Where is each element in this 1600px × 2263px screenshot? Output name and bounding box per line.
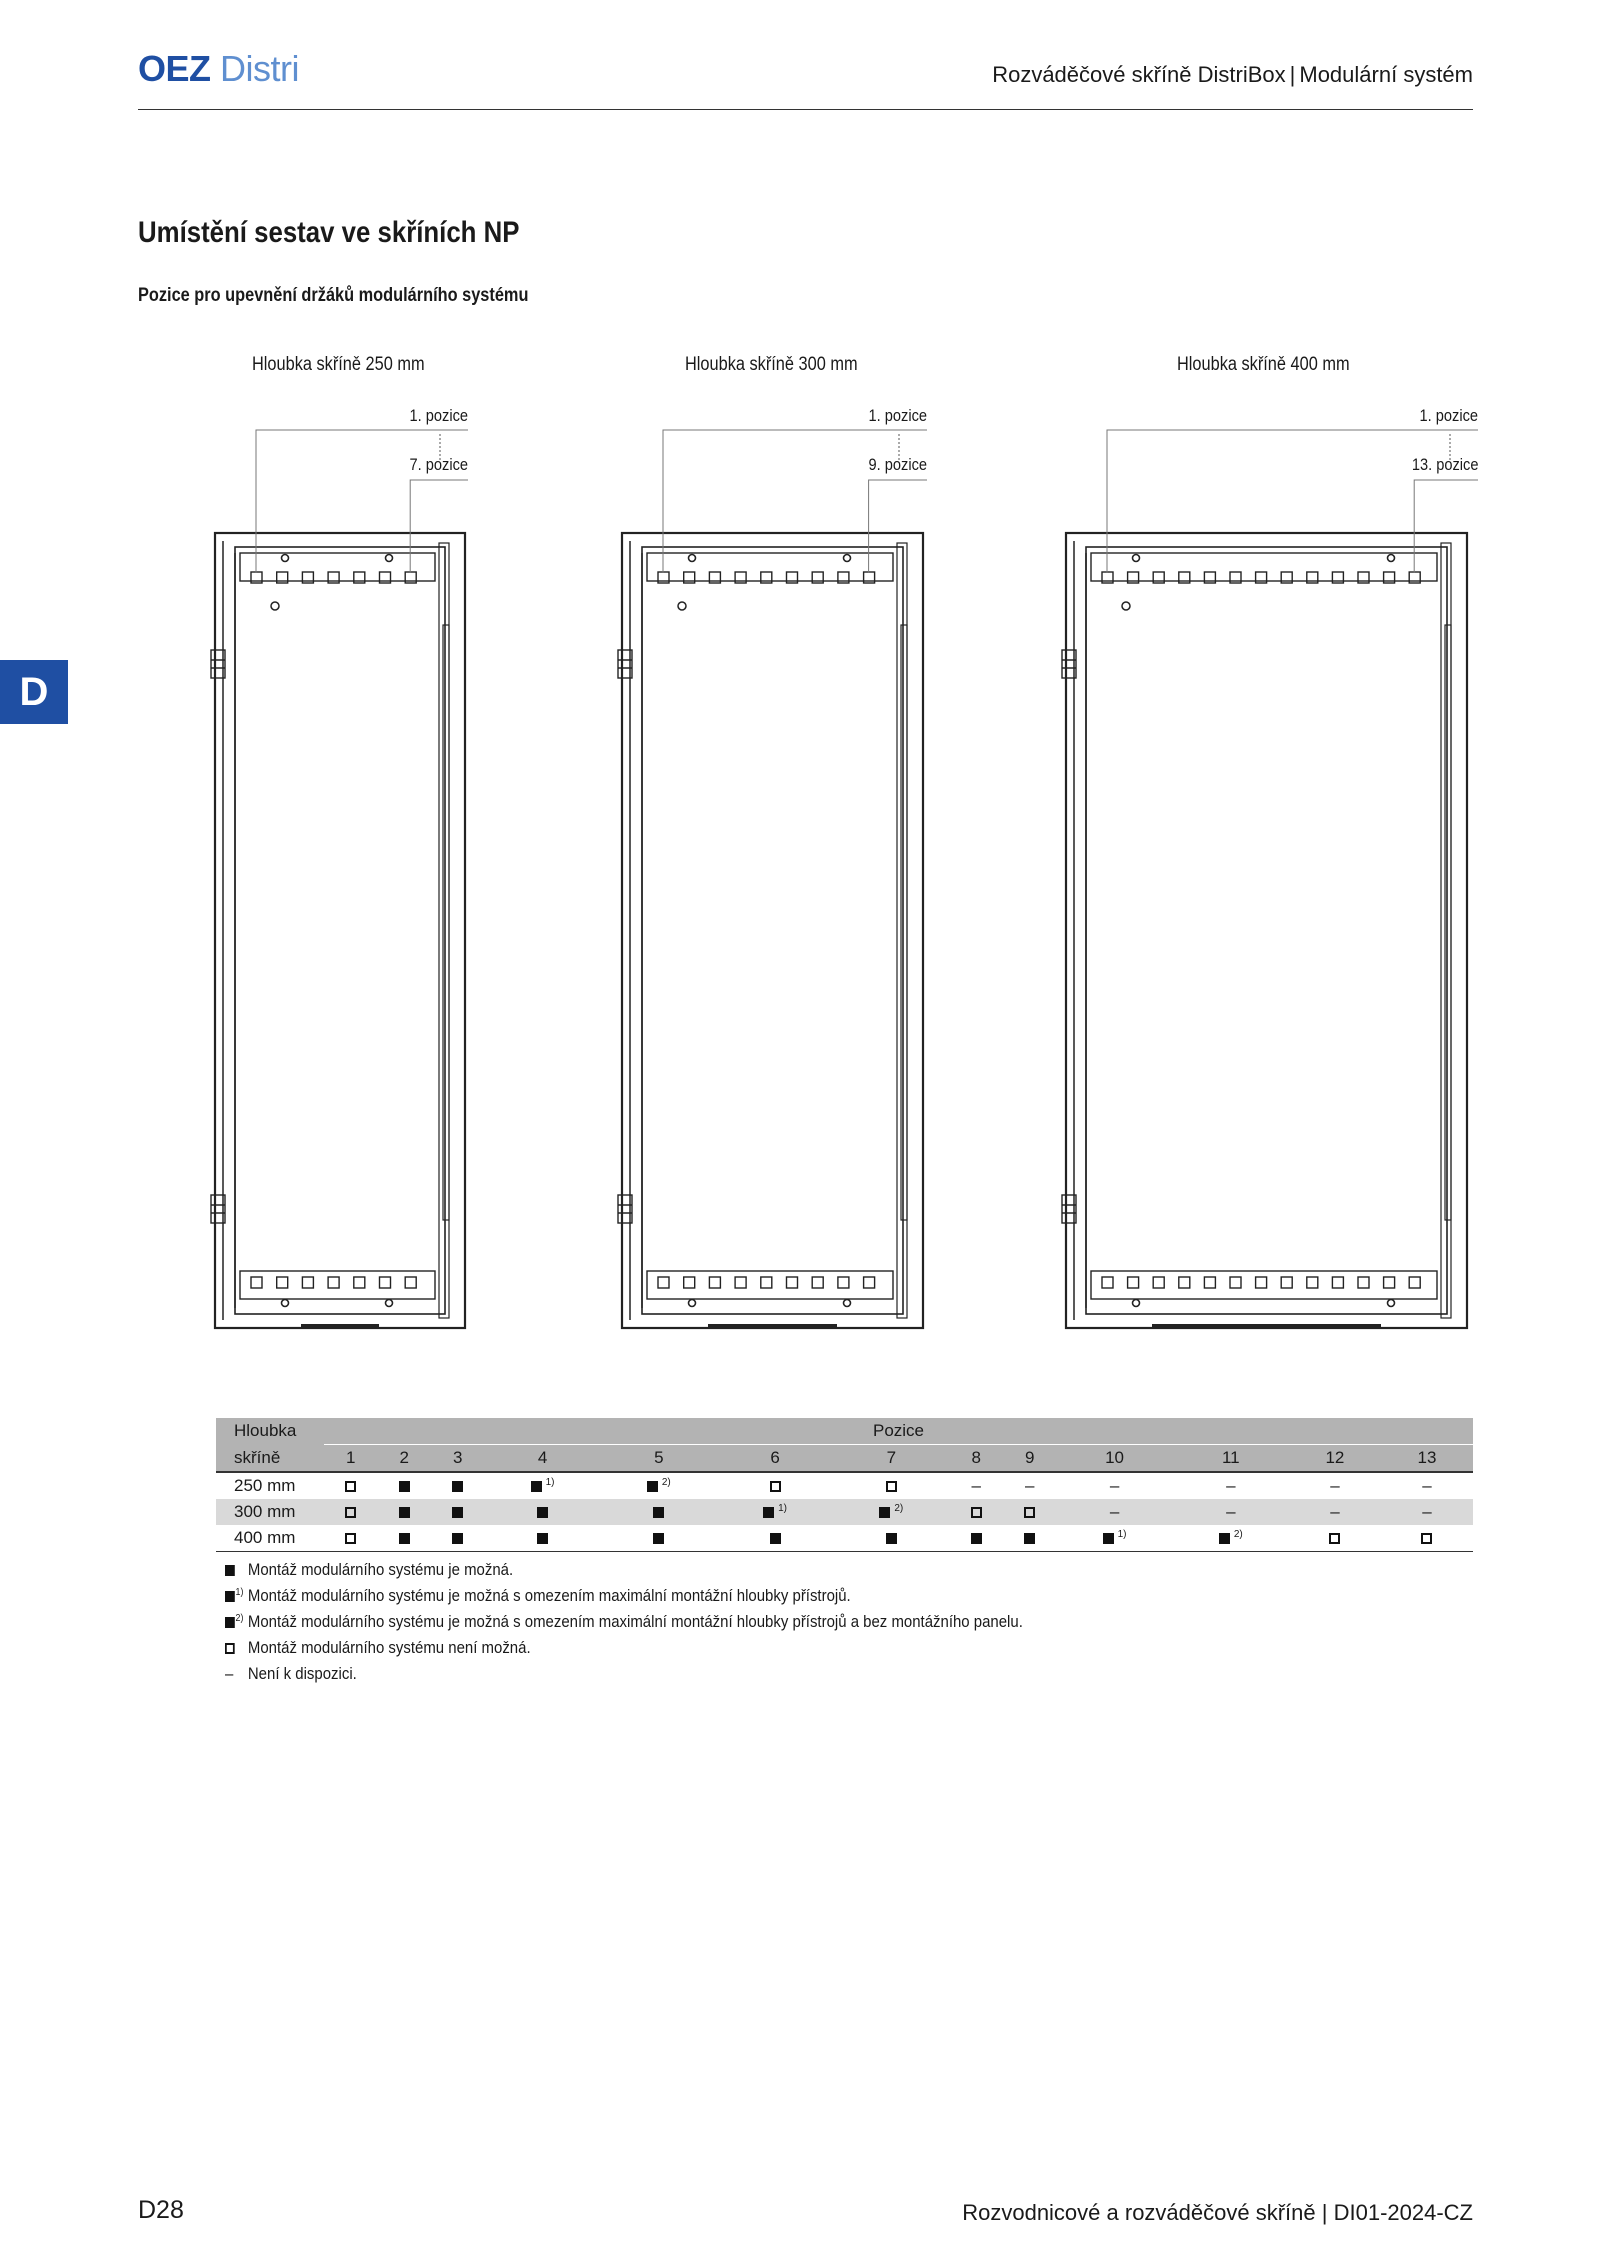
position-slot: [812, 1277, 823, 1288]
table-head-depth-2: skříně: [216, 1445, 324, 1473]
table-header-row-2: [216, 1445, 1473, 1473]
leader-line-first: [256, 430, 468, 573]
table-col-head: 4: [484, 1445, 600, 1473]
empty-square-icon: [1421, 1533, 1432, 1544]
diagram-title-400: Hloubka skříně 400 mm: [1177, 354, 1350, 375]
table-row: [216, 1525, 1473, 1552]
position-slot: [354, 1277, 365, 1288]
position-slot: [735, 1277, 746, 1288]
screw-icon: [271, 602, 279, 610]
empty-square-icon: [345, 1533, 356, 1544]
diagram-250-first-label: 1. pozice: [409, 406, 468, 425]
not-available-dash: –: [1422, 1476, 1432, 1495]
footnote-2: 2): [661, 1477, 671, 1488]
position-slot: [251, 1277, 262, 1288]
not-available-dash: –: [971, 1476, 981, 1495]
screw-icon: [386, 555, 393, 562]
table-cell: [1381, 1499, 1473, 1525]
filled-square-icon: [452, 1507, 463, 1518]
position-slot: [1153, 1277, 1164, 1288]
filled-square-icon: [763, 1507, 774, 1518]
legend-text: Montáž modulárního systému je možná s omezením maximální montážní hloubky přístrojů a bez montážního panelu.: [247, 1612, 1023, 1631]
table-cell: [324, 1499, 377, 1525]
empty-square-icon: [345, 1481, 356, 1492]
cabinet-body: [1066, 533, 1467, 1328]
not-available-dash: –: [1330, 1502, 1340, 1521]
filled-square-icon: [537, 1533, 548, 1544]
position-slot: [1128, 1277, 1139, 1288]
leader-line-first: [663, 430, 927, 573]
section-title: Umístění sestav ve skříních NP: [138, 216, 520, 249]
table-cell: [1056, 1525, 1172, 1552]
filled-square-icon: [1024, 1533, 1035, 1544]
table-cell: [949, 1472, 1002, 1499]
cabinet-inner-frame: [1086, 547, 1447, 1314]
filled-square-icon: [647, 1481, 658, 1492]
position-slot: [277, 1277, 288, 1288]
legend-symbol: [225, 1638, 248, 1658]
table-cell: [717, 1499, 833, 1525]
filled-square-icon: [452, 1481, 463, 1492]
empty-square-icon: [1329, 1533, 1340, 1544]
position-slot: [405, 1277, 416, 1288]
side-rail-slot: [901, 625, 907, 1220]
legend-text: Montáž modulárního systému není možná.: [247, 1638, 531, 1657]
position-slot: [1230, 1277, 1241, 1288]
diagram-250-last-label: 7. pozice: [409, 455, 468, 474]
side-rail: [897, 543, 907, 1318]
logo-distri: Distri: [220, 48, 300, 89]
position-slot: [302, 1277, 313, 1288]
empty-square-icon: [971, 1507, 982, 1518]
empty-square-icon: [345, 1507, 356, 1518]
table-cell: [1003, 1472, 1056, 1499]
filled-square-icon: [399, 1481, 410, 1492]
screw-icon: [282, 1300, 289, 1307]
table-cell: [601, 1472, 717, 1499]
table-cell: [431, 1499, 484, 1525]
table-cell: [717, 1525, 833, 1552]
legend-symbol: [225, 1586, 248, 1606]
header-title-main: Rozváděčové skříně DistriBox: [992, 62, 1286, 87]
table-col-head: 12: [1289, 1445, 1381, 1473]
filled-square-icon: [653, 1533, 664, 1544]
position-slot: [684, 1277, 695, 1288]
legend-text: Montáž modulárního systému je možná s omezením maximální montážní hloubky přístrojů.: [247, 1586, 851, 1605]
diagram-title-300: Hloubka skříně 300 mm: [685, 354, 858, 375]
side-rail: [1441, 543, 1451, 1318]
footnote-1: 1): [778, 1503, 788, 1514]
position-slot: [1179, 1277, 1190, 1288]
table-cell: [1003, 1499, 1056, 1525]
filled-square-icon: [1103, 1533, 1114, 1544]
leader-line-last: [869, 480, 927, 573]
legend-item: [225, 1586, 851, 1606]
legend-item: [225, 1664, 357, 1684]
table-row: [216, 1499, 1473, 1525]
footer-doc-separator: |: [1321, 2200, 1328, 2225]
table-row-label: 300 mm: [216, 1499, 324, 1525]
position-slot: [658, 1277, 669, 1288]
filled-square-icon: [531, 1481, 542, 1492]
not-available-dash: –: [1226, 1502, 1236, 1521]
screw-icon: [844, 555, 851, 562]
table-cell: [1173, 1499, 1289, 1525]
leader-line-last: [1414, 480, 1478, 573]
table-cell: [431, 1525, 484, 1552]
table-cell: [1056, 1472, 1172, 1499]
filled-square-icon: [770, 1533, 781, 1544]
not-available-dash: –: [1226, 1476, 1236, 1495]
legend-item: [225, 1612, 1023, 1632]
leader-line-first: [1107, 430, 1478, 573]
position-slot: [838, 1277, 849, 1288]
table-col-head: 8: [949, 1445, 1002, 1473]
table-col-head: 10: [1056, 1445, 1172, 1473]
not-available-dash: –: [1109, 1476, 1120, 1495]
screw-icon: [689, 1300, 696, 1307]
table-cell: [324, 1525, 377, 1552]
legend-text: Montáž modulárního systému je možná.: [247, 1560, 514, 1579]
screw-icon: [1133, 1300, 1140, 1307]
header-title-sub: Modulární systém: [1299, 62, 1473, 87]
screw-icon: [282, 555, 289, 562]
diagram-400-last-label: 13. pozice: [1411, 455, 1478, 474]
not-available-dash: –: [1109, 1502, 1120, 1521]
table-cell: [717, 1472, 833, 1499]
footer-doc-code: DI01-2024-CZ: [1333, 2200, 1473, 2225]
table-cell: [949, 1499, 1002, 1525]
table-col-head: 9: [1003, 1445, 1056, 1473]
header-title-separator: |: [1289, 62, 1296, 87]
position-slot: [1204, 1277, 1215, 1288]
table-cell: [377, 1472, 430, 1499]
filled-square-icon: [1219, 1533, 1230, 1544]
diagram-300-last-label: 9. pozice: [868, 455, 927, 474]
position-table: [216, 1418, 1473, 1552]
table-col-head: 11: [1173, 1445, 1289, 1473]
position-slot: [1281, 1277, 1292, 1288]
diagram-300-first-label: 1. pozice: [868, 406, 927, 425]
table-col-head: 1: [324, 1445, 377, 1473]
table-cell: [833, 1499, 949, 1525]
table-cell: [1173, 1472, 1289, 1499]
screw-icon: [1388, 555, 1395, 562]
filled-square-icon: [537, 1507, 548, 1518]
position-slot: [709, 1277, 720, 1288]
footnote-2: 2): [1233, 1529, 1243, 1540]
screw-icon: [844, 1300, 851, 1307]
screw-icon: [1388, 1300, 1395, 1307]
legend-text: Není k dispozici.: [247, 1664, 357, 1683]
cabinet-body: [215, 533, 465, 1328]
table-cell: [1289, 1525, 1381, 1552]
table-cell: [377, 1499, 430, 1525]
table-cell: [833, 1525, 949, 1552]
side-rail-slot: [1445, 625, 1451, 1220]
table-cell: [1289, 1472, 1381, 1499]
filled-square-icon: [971, 1533, 982, 1544]
empty-square-icon: [225, 1643, 235, 1654]
table-cell: [484, 1499, 600, 1525]
screw-icon: [1133, 555, 1140, 562]
table-cell: [1173, 1525, 1289, 1552]
filled-square-icon: [225, 1591, 235, 1602]
table-cell: [1289, 1499, 1381, 1525]
empty-square-icon: [886, 1481, 897, 1492]
position-slot: [787, 1277, 798, 1288]
position-slot: [380, 1277, 391, 1288]
not-available-dash: –: [1330, 1476, 1340, 1495]
legend-symbol: [225, 1560, 248, 1580]
position-slot: [328, 1277, 339, 1288]
empty-square-icon: [770, 1481, 781, 1492]
table-cell: [377, 1525, 430, 1552]
footnote-2: 2): [235, 1613, 244, 1624]
table-col-head: 7: [833, 1445, 949, 1473]
page-number: D28: [138, 2196, 184, 2224]
position-slot: [761, 1277, 772, 1288]
filled-square-icon: [886, 1533, 897, 1544]
position-slot: [1358, 1277, 1369, 1288]
filled-square-icon: [225, 1565, 235, 1576]
table-cell: [1381, 1472, 1473, 1499]
footnote-2: 2): [894, 1503, 904, 1514]
table-cell: [484, 1525, 600, 1552]
table-col-head: 5: [601, 1445, 717, 1473]
mounting-rail: [1091, 1271, 1437, 1299]
diagram-400-first-label: 1. pozice: [1419, 406, 1478, 425]
footer-doc: [962, 2200, 1473, 2226]
table-cell: [1381, 1525, 1473, 1552]
mounting-rail: [1091, 553, 1437, 581]
screw-icon: [689, 555, 696, 562]
table-cell: [1056, 1499, 1172, 1525]
table-cell: [324, 1472, 377, 1499]
legend-symbol: [225, 1612, 248, 1632]
filled-square-icon: [225, 1617, 235, 1628]
legend-item: [225, 1638, 531, 1658]
table-col-head: 2: [377, 1445, 430, 1473]
filled-square-icon: [879, 1507, 890, 1518]
table-col-head: 13: [1381, 1445, 1473, 1473]
cabinet-inner-frame: [642, 547, 903, 1314]
legend-symbol: [225, 1664, 248, 1684]
position-slot: [1256, 1277, 1267, 1288]
table-row-label: 400 mm: [234, 1528, 296, 1547]
section-tab: D: [0, 660, 68, 724]
position-slot: [1307, 1277, 1318, 1288]
position-slot: [1102, 1277, 1113, 1288]
table-cell: [949, 1525, 1002, 1552]
position-slot: [1384, 1277, 1395, 1288]
table-cell: [601, 1499, 717, 1525]
empty-square-icon: [1024, 1507, 1035, 1518]
not-available-dash: –: [225, 1664, 234, 1683]
side-rail: [439, 543, 449, 1318]
position-slot: [864, 1277, 875, 1288]
screw-icon: [1122, 602, 1130, 610]
legend-item: [225, 1560, 513, 1580]
filled-square-icon: [399, 1533, 410, 1544]
position-slot: [1409, 1277, 1420, 1288]
footnote-1: 1): [1117, 1529, 1127, 1540]
position-slot: [1332, 1277, 1343, 1288]
table-cell: [1003, 1525, 1056, 1552]
footer-doc-title: Rozvodnicové a rozváděčové skříně: [962, 2200, 1316, 2225]
table-row-label: 250 mm: [234, 1476, 296, 1495]
footnote-1: 1): [235, 1587, 244, 1598]
filled-square-icon: [653, 1507, 664, 1518]
not-available-dash: –: [1024, 1476, 1035, 1495]
cabinet-inner-frame: [235, 547, 445, 1314]
section-subtitle: Pozice pro upevnění držáků modulárního systému: [138, 285, 529, 306]
table-cell: [833, 1472, 949, 1499]
side-rail-slot: [443, 625, 449, 1220]
not-available-dash: –: [1422, 1502, 1432, 1521]
table-cell: [431, 1472, 484, 1499]
cabinet-body: [622, 533, 923, 1328]
table-row: [216, 1472, 1473, 1499]
table-col-head: 3: [431, 1445, 484, 1473]
table-cell: [484, 1472, 600, 1499]
filled-square-icon: [399, 1507, 410, 1518]
screw-icon: [386, 1300, 393, 1307]
table-col-head: 6: [717, 1445, 833, 1473]
screw-icon: [678, 602, 686, 610]
table-header-row: [216, 1418, 1473, 1445]
diagram-title-250: Hloubka skříně 250 mm: [252, 354, 425, 375]
filled-square-icon: [452, 1533, 463, 1544]
logo-oez: OEZ: [138, 48, 211, 89]
table-head-depth-1: Hloubka: [216, 1418, 324, 1445]
table-cell: [601, 1525, 717, 1552]
table-head-group: Pozice: [324, 1418, 1473, 1445]
footnote-1: 1): [545, 1477, 555, 1488]
